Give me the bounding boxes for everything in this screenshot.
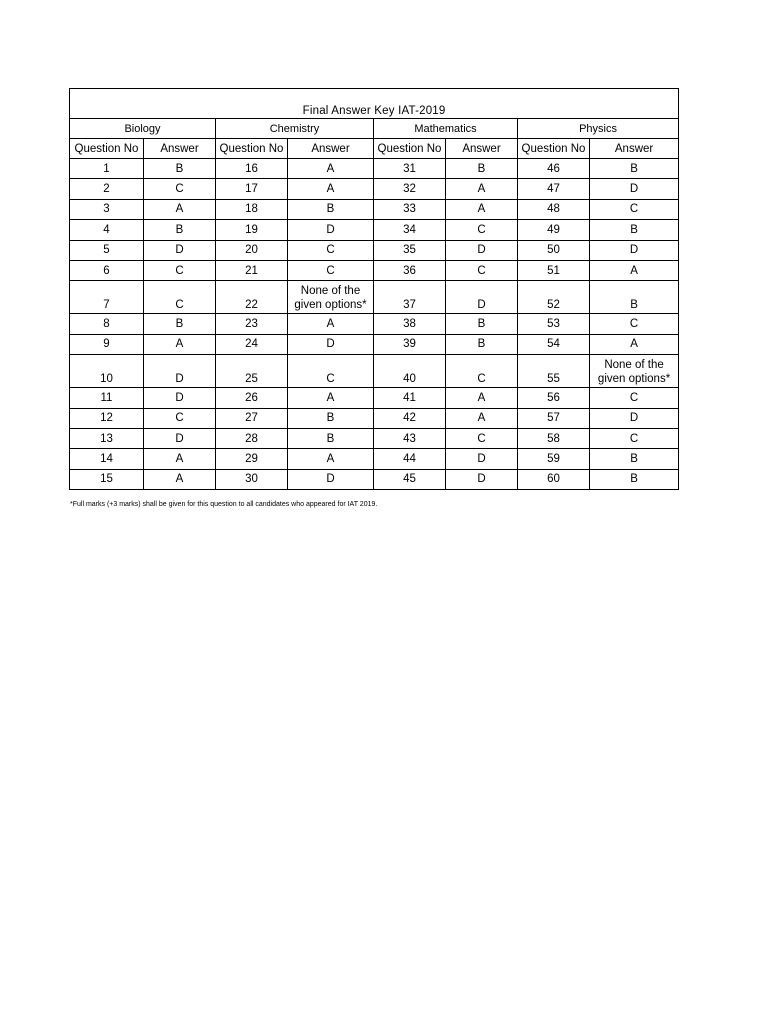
answer-cell: D [446, 281, 518, 314]
table-row [70, 220, 679, 240]
answer-cell: A [446, 179, 518, 199]
question-number-cell: 10 [70, 355, 144, 388]
answer-cell: D [288, 469, 374, 489]
question-number-cell: 60 [518, 469, 590, 489]
question-number-cell: 45 [374, 469, 446, 489]
question-number-cell: 23 [216, 314, 288, 334]
answer-cell: A [446, 199, 518, 219]
question-number-cell: 12 [70, 408, 144, 428]
question-number-cell: 3 [70, 199, 144, 219]
answer-cell: D [288, 334, 374, 354]
question-number-cell: 36 [374, 260, 446, 280]
question-number-cell: 4 [70, 220, 144, 240]
question-number-cell: 13 [70, 428, 144, 448]
answer-cell: None of the given options* [288, 281, 374, 314]
answer-cell: C [590, 388, 679, 408]
subject-mathematics: Mathematics [374, 119, 518, 139]
answer-cell: B [288, 199, 374, 219]
table-row [70, 260, 679, 280]
answer-cell: C [288, 240, 374, 260]
question-number-cell: 47 [518, 179, 590, 199]
footnote: *Full marks (+3 marks) shall be given for this question to all candidates who appeared for IAT 2019. [70, 501, 378, 508]
question-number-cell: 53 [518, 314, 590, 334]
question-number-cell: 5 [70, 240, 144, 260]
table-row [70, 314, 679, 334]
question-number-cell: 28 [216, 428, 288, 448]
answer-cell: B [590, 281, 679, 314]
question-number-cell: 9 [70, 334, 144, 354]
table-row [70, 159, 679, 179]
table-row [70, 428, 679, 448]
question-number-cell: 58 [518, 428, 590, 448]
table-row [70, 240, 679, 260]
table-row [70, 334, 679, 354]
question-number-cell: 2 [70, 179, 144, 199]
question-number-cell: 43 [374, 428, 446, 448]
question-number-cell: 18 [216, 199, 288, 219]
answer-cell: B [288, 428, 374, 448]
answer-cell: A [288, 388, 374, 408]
question-number-cell: 8 [70, 314, 144, 334]
question-number-cell: 7 [70, 281, 144, 314]
answer-cell: A [590, 334, 679, 354]
question-number-cell: 15 [70, 469, 144, 489]
answer-cell: B [590, 220, 679, 240]
answer-cell: C [144, 281, 216, 314]
answer-cell: A [144, 469, 216, 489]
question-number-cell: 54 [518, 334, 590, 354]
question-number-cell: 50 [518, 240, 590, 260]
answer-cell: A [446, 408, 518, 428]
question-number-cell: 1 [70, 159, 144, 179]
table-row [70, 388, 679, 408]
answer-cell: C [446, 355, 518, 388]
question-number-cell: 14 [70, 449, 144, 469]
answer-key-sheet [69, 88, 678, 490]
answer-header: Answer [144, 139, 216, 159]
answer-cell: B [590, 469, 679, 489]
table-row [70, 408, 679, 428]
answer-cell: A [288, 159, 374, 179]
answer-cell: D [144, 388, 216, 408]
answer-cell: C [590, 199, 679, 219]
answer-cell: C [144, 179, 216, 199]
question-number-cell: 46 [518, 159, 590, 179]
question-number-cell: 16 [216, 159, 288, 179]
answer-cell: D [446, 240, 518, 260]
column-header-row [70, 139, 679, 159]
answer-header: Answer [590, 139, 679, 159]
question-number-cell: 30 [216, 469, 288, 489]
question-number-cell: 20 [216, 240, 288, 260]
table-row [70, 355, 679, 388]
answer-cell: D [446, 469, 518, 489]
question-number-cell: 17 [216, 179, 288, 199]
answer-cell: C [288, 355, 374, 388]
answer-cell: A [144, 199, 216, 219]
answer-cell: A [144, 334, 216, 354]
answer-header: Answer [446, 139, 518, 159]
subject-biology: Biology [70, 119, 216, 139]
question-number-cell: 57 [518, 408, 590, 428]
question-number-cell: 37 [374, 281, 446, 314]
question-number-cell: 35 [374, 240, 446, 260]
question-no-header: Question No [216, 139, 288, 159]
answer-cell: C [446, 260, 518, 280]
answer-cell: B [590, 159, 679, 179]
question-number-cell: 48 [518, 199, 590, 219]
table-row [70, 199, 679, 219]
question-number-cell: 42 [374, 408, 446, 428]
answer-cell: C [144, 260, 216, 280]
subject-header-row [70, 119, 679, 139]
answer-cell: D [288, 220, 374, 240]
question-number-cell: 44 [374, 449, 446, 469]
question-number-cell: 6 [70, 260, 144, 280]
answer-cell: C [446, 428, 518, 448]
table-row [70, 179, 679, 199]
question-number-cell: 56 [518, 388, 590, 408]
question-number-cell: 33 [374, 199, 446, 219]
answer-cell: C [590, 314, 679, 334]
answer-cell: D [446, 449, 518, 469]
answer-cell: A [288, 179, 374, 199]
answer-header: Answer [288, 139, 374, 159]
question-number-cell: 21 [216, 260, 288, 280]
answer-cell: B [446, 334, 518, 354]
answer-cell: C [590, 428, 679, 448]
answer-cell: A [288, 314, 374, 334]
question-number-cell: 55 [518, 355, 590, 388]
question-number-cell: 31 [374, 159, 446, 179]
question-number-cell: 39 [374, 334, 446, 354]
subject-chemistry: Chemistry [216, 119, 374, 139]
answer-cell: C [446, 220, 518, 240]
question-number-cell: 11 [70, 388, 144, 408]
answer-cell: B [288, 408, 374, 428]
question-number-cell: 27 [216, 408, 288, 428]
question-number-cell: 40 [374, 355, 446, 388]
question-number-cell: 26 [216, 388, 288, 408]
question-number-cell: 34 [374, 220, 446, 240]
answer-cell: A [446, 388, 518, 408]
question-number-cell: 29 [216, 449, 288, 469]
table-row [70, 469, 679, 489]
question-number-cell: 41 [374, 388, 446, 408]
subject-physics: Physics [518, 119, 679, 139]
answer-cell: None of the given options* [590, 355, 679, 388]
answer-cell: D [590, 408, 679, 428]
answer-cell: B [144, 159, 216, 179]
answer-cell: B [144, 314, 216, 334]
answer-cell: A [144, 449, 216, 469]
question-no-header: Question No [518, 139, 590, 159]
question-number-cell: 51 [518, 260, 590, 280]
question-number-cell: 32 [374, 179, 446, 199]
question-number-cell: 25 [216, 355, 288, 388]
page-title: Final Answer Key IAT-2019 [70, 89, 679, 119]
answer-cell: D [590, 179, 679, 199]
question-number-cell: 49 [518, 220, 590, 240]
question-number-cell: 38 [374, 314, 446, 334]
answer-cell: D [144, 428, 216, 448]
answer-cell: B [446, 314, 518, 334]
answer-cell: C [144, 408, 216, 428]
question-number-cell: 22 [216, 281, 288, 314]
question-no-header: Question No [374, 139, 446, 159]
answer-cell: A [590, 260, 679, 280]
answer-cell: B [446, 159, 518, 179]
answer-cell: D [590, 240, 679, 260]
answer-cell: D [144, 240, 216, 260]
answer-cell: A [288, 449, 374, 469]
table-row [70, 281, 679, 314]
question-number-cell: 24 [216, 334, 288, 354]
answer-key-table [69, 88, 679, 490]
question-number-cell: 52 [518, 281, 590, 314]
question-number-cell: 19 [216, 220, 288, 240]
answer-cell: B [590, 449, 679, 469]
question-no-header: Question No [70, 139, 144, 159]
answer-cell: B [144, 220, 216, 240]
question-number-cell: 59 [518, 449, 590, 469]
answer-cell: C [288, 260, 374, 280]
answer-cell: D [144, 355, 216, 388]
table-row [70, 449, 679, 469]
